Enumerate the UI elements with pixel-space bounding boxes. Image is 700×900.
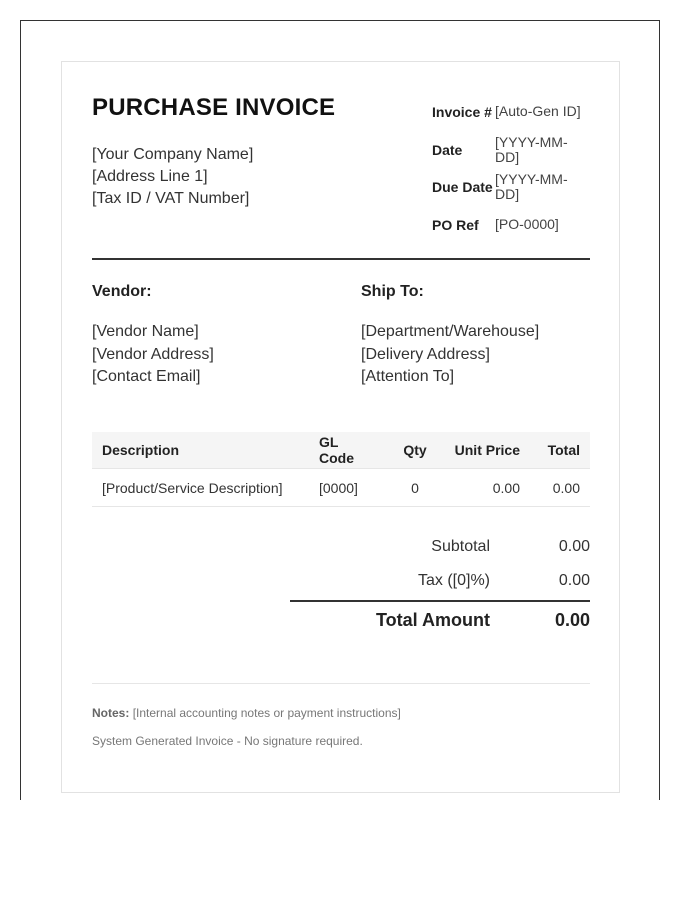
item-unit-price: 0.00 bbox=[443, 469, 530, 507]
header-divider bbox=[92, 258, 590, 260]
col-gl-code-header: GL Code bbox=[309, 432, 387, 469]
company-address: [Address Line 1] bbox=[92, 168, 208, 185]
item-description: [Product/Service Description] bbox=[92, 469, 309, 507]
due-date-value-line1: [YYYY-MM- bbox=[495, 171, 568, 187]
invoice-title: PURCHASE INVOICE bbox=[92, 94, 336, 121]
col-total-header: Total bbox=[530, 432, 590, 469]
table-header-row bbox=[92, 432, 590, 469]
line-items-table bbox=[92, 432, 590, 507]
po-ref-label: PO Ref bbox=[432, 217, 479, 233]
notes-text: [Internal accounting notes or payment instructions] bbox=[132, 706, 401, 720]
col-unit-price-header: Unit Price bbox=[443, 432, 530, 469]
meta-po-row bbox=[432, 210, 592, 233]
invoice-meta bbox=[432, 104, 592, 233]
ship-to-department: [Department/Warehouse] bbox=[361, 323, 540, 340]
item-gl-code: [0000] bbox=[309, 469, 387, 507]
due-date-value-line2: DD] bbox=[495, 186, 520, 202]
col-description-header: Description bbox=[92, 432, 309, 469]
vendor-name: [Vendor Name] bbox=[92, 323, 199, 340]
tax-value: 0.00 bbox=[558, 572, 590, 589]
ship-to-title: Ship To: bbox=[361, 283, 424, 300]
totals-block bbox=[290, 530, 590, 638]
company-block bbox=[92, 144, 253, 210]
company-tax-id: [Tax ID / VAT Number] bbox=[92, 190, 250, 207]
total-amount-value: 0.00 bbox=[554, 609, 590, 630]
vendor-title: Vendor: bbox=[92, 283, 152, 300]
subtotal-value: 0.00 bbox=[558, 538, 590, 555]
total-amount-label: Total Amount bbox=[376, 609, 490, 630]
ship-to-address: [Delivery Address] bbox=[361, 345, 490, 363]
vendor-email: [Contact Email] bbox=[92, 368, 201, 385]
col-qty-header: Qty bbox=[387, 432, 443, 469]
company-name: [Your Company Name] bbox=[92, 146, 254, 163]
vendor-block bbox=[92, 283, 214, 389]
tax-label: Tax ([0]%) bbox=[417, 572, 490, 589]
total-amount-row bbox=[290, 602, 590, 638]
due-date-label: Due Date bbox=[432, 179, 493, 195]
date-value-line1: [YYYY-MM- bbox=[495, 134, 568, 150]
due-date-value bbox=[495, 172, 568, 202]
ship-to-block bbox=[361, 283, 539, 389]
meta-invoice-row bbox=[432, 104, 592, 127]
meta-date-row bbox=[432, 127, 592, 172]
meta-due-row bbox=[432, 172, 592, 210]
notes bbox=[92, 706, 401, 720]
date-label: Date bbox=[432, 142, 463, 158]
footer-divider bbox=[92, 683, 590, 684]
footer-text: System Generated Invoice - No signature required. bbox=[92, 734, 363, 748]
date-value-line2: DD] bbox=[495, 149, 520, 165]
notes-label: Notes: bbox=[92, 706, 130, 720]
subtotal-label: Subtotal bbox=[431, 538, 490, 555]
po-ref-value: [PO-0000] bbox=[495, 216, 559, 232]
vendor-address: [Vendor Address] bbox=[92, 345, 214, 363]
tax-row bbox=[290, 564, 590, 598]
ship-to-attention: [Attention To] bbox=[361, 368, 455, 385]
invoice-number-value: [Auto-Gen ID] bbox=[495, 103, 581, 119]
table-row bbox=[92, 469, 590, 507]
item-total: 0.00 bbox=[530, 469, 590, 507]
item-qty: 0 bbox=[387, 469, 443, 507]
date-value bbox=[495, 135, 568, 165]
subtotal-row bbox=[290, 530, 590, 564]
invoice-number-label: Invoice # bbox=[432, 104, 492, 120]
